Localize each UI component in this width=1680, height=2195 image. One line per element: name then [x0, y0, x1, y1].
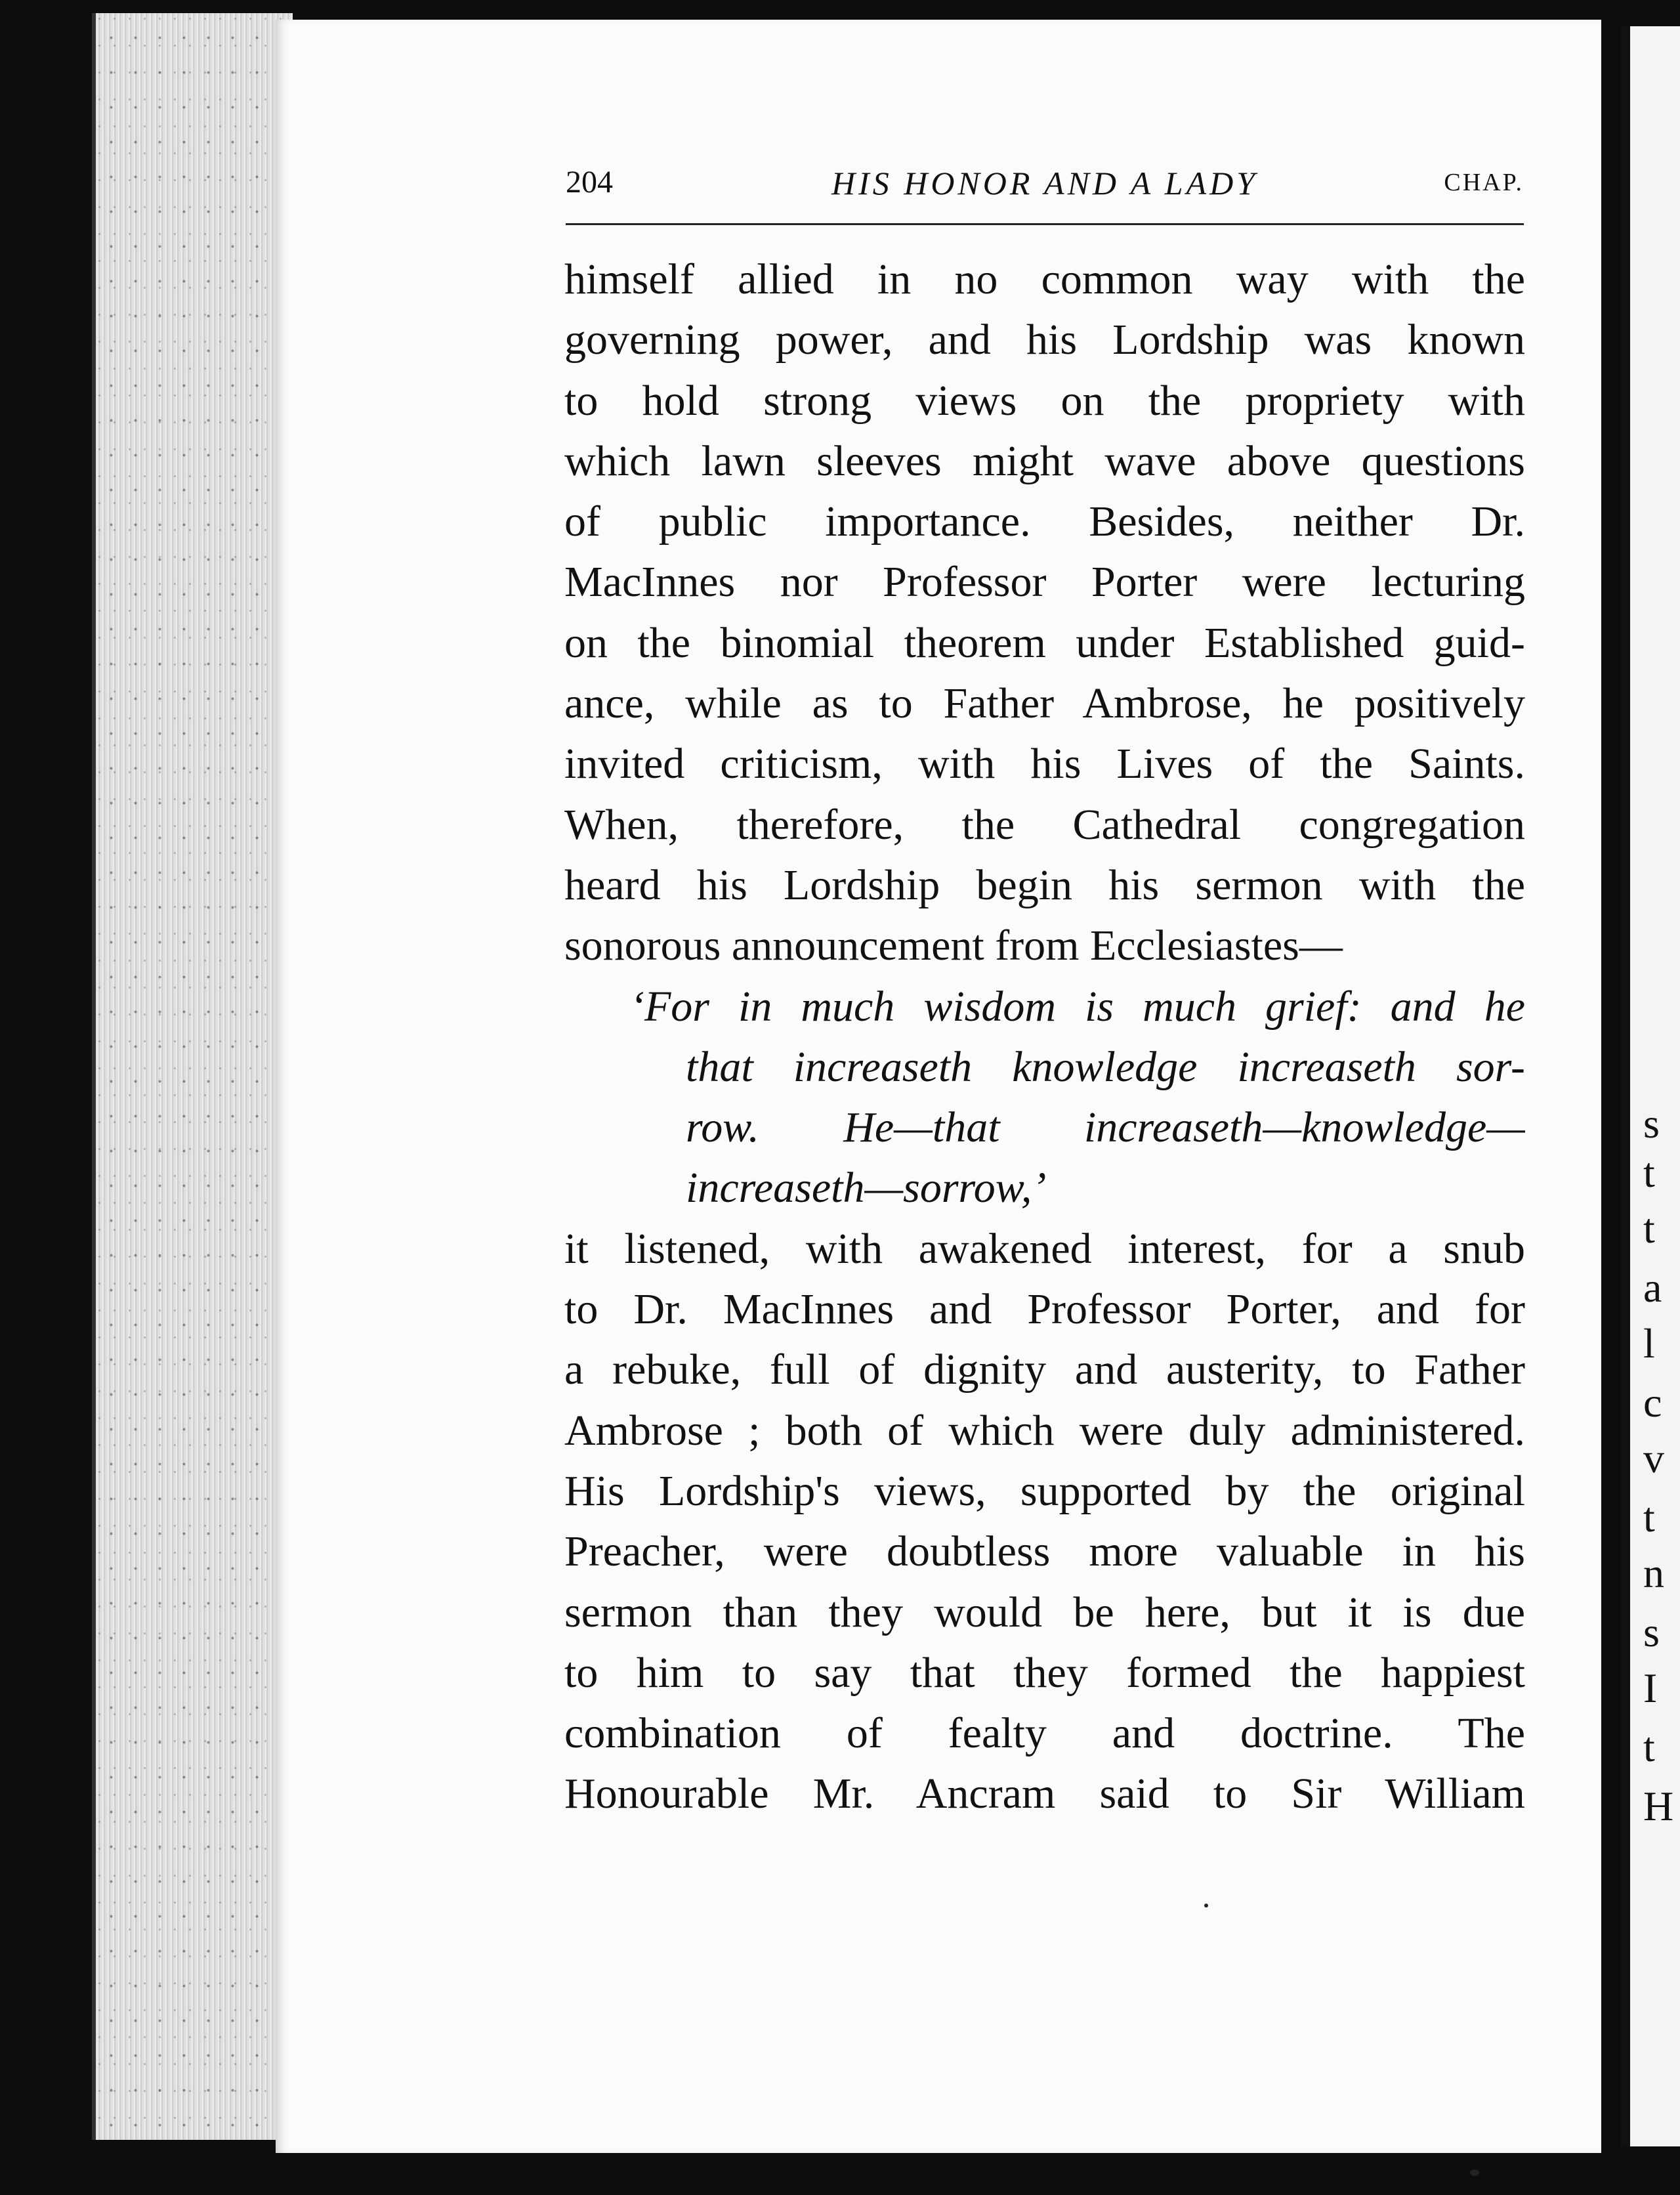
facing-page-fragment: n: [1643, 1550, 1664, 1596]
text-line: on the binomial theorem under Established guid-: [564, 618, 1525, 667]
facing-page-fragment: a: [1643, 1264, 1662, 1311]
block-quote: [564, 977, 1525, 1219]
text-line: His Lordship's views, supported by the original: [564, 1466, 1525, 1515]
text-line: of public importance. Besides, neither Dr.: [564, 498, 1525, 546]
text-line: combination of fealty and doctrine. The: [564, 1709, 1525, 1758]
text-line: to hold strong views on the propriety with: [564, 376, 1525, 425]
text-line: When, therefore, the Cathedral congregation: [564, 800, 1525, 849]
text-line: Preacher, were doubtless more valuable in his: [564, 1527, 1525, 1576]
page-edge-stack: [92, 13, 293, 2140]
text-line: heard his Lordship begin his sermon with the: [564, 861, 1525, 909]
header-rule: [566, 223, 1524, 225]
scan-speck: [1204, 1904, 1208, 1907]
facing-page-fragment: t: [1643, 1205, 1655, 1252]
text-line: which lawn sleeves might wave above questions: [564, 437, 1525, 485]
text-line: sermon than they would be here, but it is due: [564, 1588, 1525, 1636]
facing-page-fragment: I: [1643, 1665, 1658, 1711]
facing-page-fragment: s: [1643, 1609, 1660, 1655]
text-line: invited criticism, with his Lives of the Saints.: [564, 740, 1525, 788]
body-text: [564, 249, 1525, 1825]
text-line: Ambrose ; both of which were duly administered.: [564, 1406, 1525, 1455]
page-number: 204: [566, 165, 613, 200]
text-line: to him to say that they formed the happiest: [564, 1648, 1525, 1697]
running-head: [566, 164, 1524, 217]
facing-page-fragment: v: [1643, 1435, 1664, 1481]
text-line: it listened, with awakened interest, for a snub: [564, 1224, 1525, 1273]
quote-line: row. He—that increaseth—knowledge—: [686, 1103, 1525, 1152]
facing-page-fragment: s: [1643, 1100, 1660, 1147]
facing-page-fragment: H: [1643, 1783, 1674, 1829]
quote-line: ‘For in much wisdom is much grief: and he: [630, 982, 1525, 1031]
facing-page-fragment: t: [1643, 1149, 1655, 1196]
facing-page-fragment: c: [1643, 1379, 1662, 1426]
facing-page-fragment: t: [1643, 1494, 1655, 1541]
text-line: Honourable Mr. Ancram said to Sir William: [564, 1770, 1525, 1818]
text-line: himself allied in no common way with the: [564, 255, 1525, 303]
running-title: HIS HONOR AND A LADY: [831, 165, 1259, 202]
facing-page: [1621, 26, 1680, 2146]
text-line: governing power, and his Lordship was known: [564, 316, 1525, 364]
quote-line: that increaseth knowledge increaseth sor-: [686, 1042, 1525, 1091]
text-line: ance, while as to Father Ambrose, he positively: [564, 679, 1525, 728]
facing-page-fragment: t: [1643, 1724, 1655, 1770]
text-line: sonorous announcement from Ecclesiastes—: [564, 922, 1343, 970]
quote-line: increaseth—sorrow,’: [686, 1164, 1047, 1212]
text-line: to Dr. MacInnes and Professor Porter, and for: [564, 1285, 1525, 1334]
text-line: a rebuke, full of dignity and austerity, to Father: [564, 1346, 1525, 1394]
facing-page-fragment: l: [1643, 1320, 1655, 1367]
section-label: CHAP.: [1444, 169, 1524, 196]
scan-speck: [1470, 2169, 1479, 2176]
text-line: MacInnes nor Professor Porter were lecturing: [564, 558, 1525, 607]
